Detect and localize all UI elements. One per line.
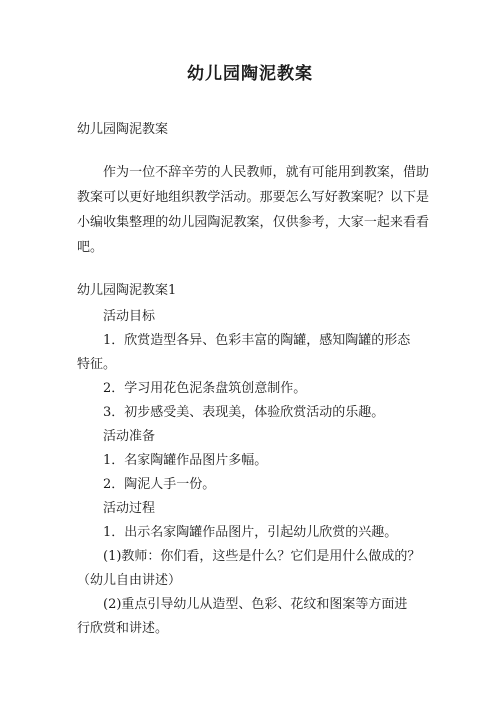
heading-activity-preparation: 活动准备 (103, 429, 156, 444)
heading-activity-process: 活动过程 (103, 501, 156, 516)
intro-paragraph: 作为一位不辞辛劳的人民教师，就有可能用到教案，借助教案可以更好地组织教学活动。那要怎么写好教案呢？以下是小编收集整理的幼儿园陶泥教案，仅供参考，大家一起来看看吧。 (77, 165, 429, 255)
preparation-item-2: 2．陶泥人手一份。 (103, 477, 216, 492)
document-subtitle: 幼儿园陶泥教案 (77, 122, 169, 137)
goal-item-3: 3．初步感受美、表现美，体验欣赏活动的乐趣。 (103, 405, 385, 420)
goal-item-1-continued: 特征。 (77, 357, 117, 372)
heading-activity-goals: 活动目标 (103, 309, 156, 324)
process-substep-2-continued: 行欣赏和讲述。 (77, 621, 169, 636)
section-heading: 幼儿园陶泥教案1 (77, 283, 177, 298)
process-substep-1-note: （幼儿自由讲述） (77, 573, 182, 588)
process-substep-2: (2)重点引导幼儿从造型、色彩、花纹和图案等方面进 (103, 597, 408, 612)
document-title: 幼儿园陶泥教案 (187, 64, 313, 84)
process-substep-1: (1)教师：你们看，这些是什么？它们是用什么做成的？ (103, 549, 421, 564)
goal-item-1: 1．欣赏造型各异、色彩丰富的陶罐，感知陶罐的形态 (103, 333, 411, 348)
preparation-item-1: 1．名家陶罐作品图片多幅。 (103, 453, 268, 468)
process-step-1: 1．出示名家陶罐作品图片，引起幼儿欣赏的兴趣。 (103, 525, 398, 540)
goal-item-2: 2．学习用花色泥条盘筑创意制作。 (103, 381, 307, 396)
